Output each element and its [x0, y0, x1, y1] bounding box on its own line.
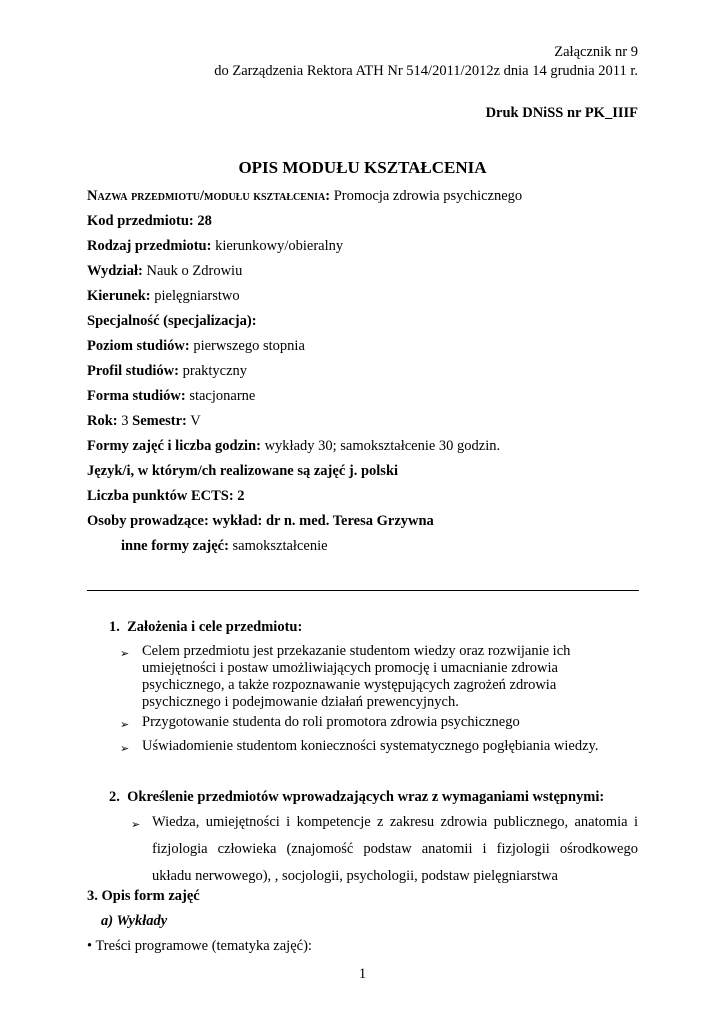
list-item: [131, 816, 140, 833]
section1-bullet-1: Celem przedmiotu jest przekazanie studentom wiedzy oraz rozwijanie ich umiejętności i postaw umożliwiających promocję i umacnianie zdrowia psychicznego, a także rozpoznawanie występujących zagrożeń zdrowia psychicznego i podejmowanie działań prewencyjnych.: [142, 643, 571, 710]
field-faculty: Wydział: Nauk o Zdrowiu: [87, 263, 243, 279]
field-profile: Profil studiów: praktyczny: [87, 363, 248, 379]
section1-bullet-2: Przygotowanie studenta do roli promotora zdrowia psychicznego: [142, 714, 520, 730]
field-form: Forma studiów: stacjonarne: [87, 388, 256, 404]
list-item: [120, 716, 129, 733]
field-direction: Kierunek: pielęgniarstwo: [87, 288, 240, 304]
list-item: [120, 740, 129, 757]
field-year-semester: Rok: 3 Semestr: V: [87, 413, 201, 429]
field-specialty: Specjalność (specjalizacja):: [87, 313, 257, 329]
field-name: Nazwa przedmiotu/modułu kształcenia: Promocja zdrowia psychicznego: [87, 188, 523, 204]
page-number: 1: [358, 966, 367, 982]
section3-bullet: • Treści programowe (tematyka zajęć):: [87, 938, 312, 954]
decree-reference: do Zarządzenia Rektora ATH Nr 514/2011/2012z dnia 14 grudnia 2011 r.: [214, 63, 638, 79]
field-type: Rodzaj przedmiotu: kierunkowy/obieralny: [87, 238, 344, 254]
field-lecturers: Osoby prowadzące: wykład: dr n. med. Teresa Grzywna: [87, 513, 434, 529]
arrow-bullet-icon: ➢: [120, 718, 130, 731]
bullet-icon: •: [87, 938, 93, 954]
section1-heading: 1. Założenia i cele przedmiotu:: [109, 619, 303, 635]
list-item: [120, 645, 129, 662]
field-code: Kod przedmiotu: 28: [87, 213, 212, 229]
annex-label: Załącznik nr 9: [554, 44, 638, 60]
arrow-bullet-icon: ➢: [131, 818, 141, 831]
field-language: Język/i, w którym/ch realizowane są zajęć j. polski: [87, 463, 399, 479]
section3-heading: 3. Opis form zajęć: [87, 888, 200, 904]
page-title: OPIS MODUŁU KSZTAŁCENIA: [238, 158, 487, 177]
section2-heading: 2. Określenie przedmiotów wprowadzających wraz z wymaganiami wstępnymi:: [109, 789, 605, 805]
arrow-bullet-icon: ➢: [120, 647, 130, 660]
field-other-forms: inne formy zajęć: samokształcenie: [121, 538, 328, 554]
field-classes: Formy zajęć i liczba godzin: wykłady 30; samokształcenie 30 godzin.: [87, 438, 501, 454]
section2-bullet: Wiedza, umiejętności i kompetencje z zakresu zdrowia publicznego, anatomia i fizjologia człowieka (znajomość podstaw anatomii i fizjologii ośrodkowego układu nerwowego), , socjologii, psychologii, podstaw pielęgniarstwa: [152, 814, 638, 884]
field-level: Poziom studiów: pierwszego stopnia: [87, 338, 305, 354]
field-ects: Liczba punktów ECTS: 2: [87, 488, 245, 504]
section3-subheading: a) Wykłady: [101, 913, 168, 929]
arrow-bullet-icon: ➢: [120, 742, 130, 755]
print-code: Druk DNiSS nr PK_IIIF: [485, 105, 638, 121]
divider: [87, 590, 639, 591]
section1-bullet-3: Uświadomienie studentom konieczności systematycznego pogłębiania wiedzy.: [142, 738, 599, 754]
